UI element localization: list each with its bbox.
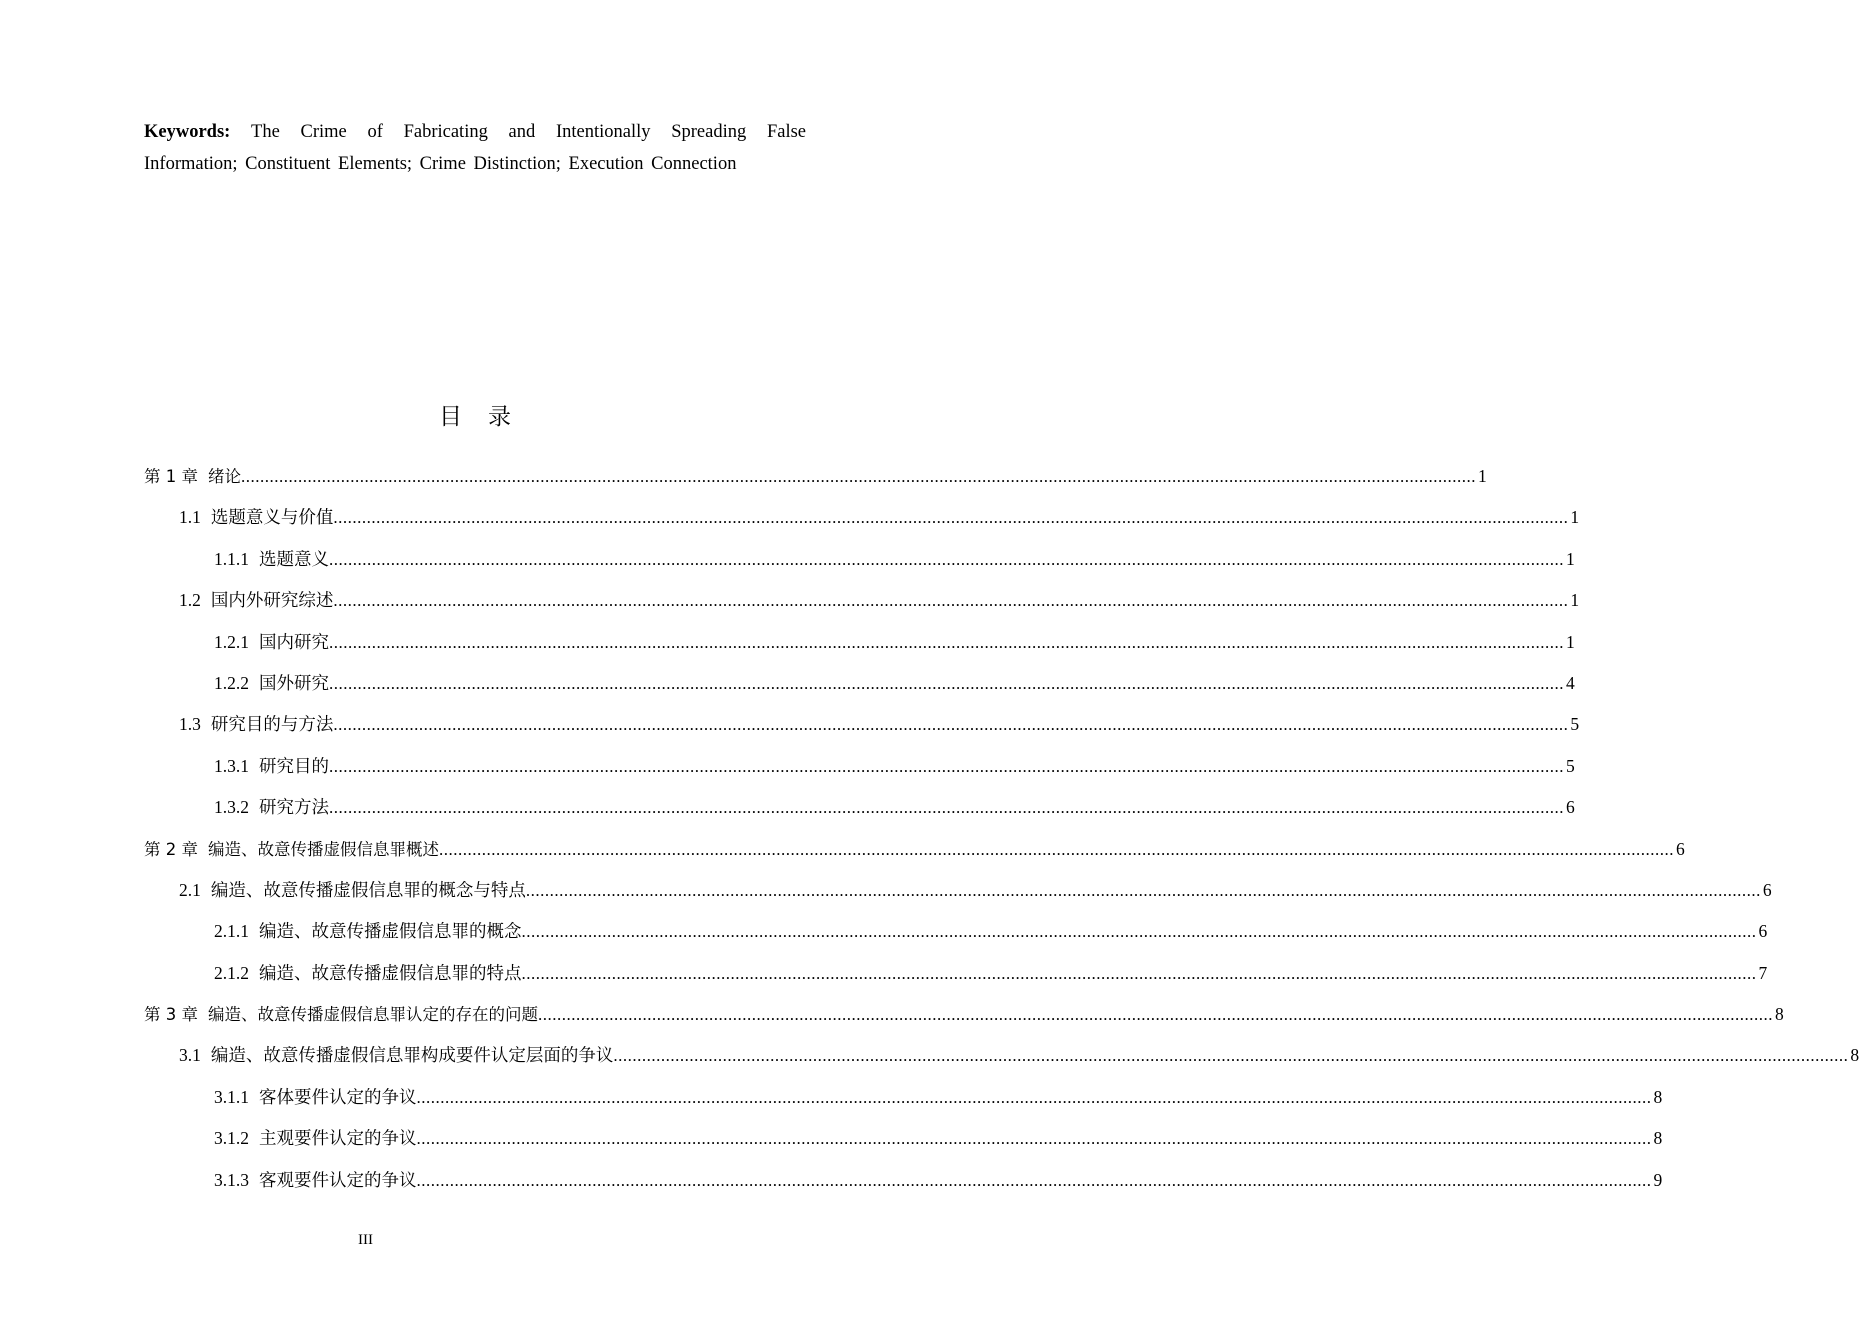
toc-entry[interactable] <box>144 626 1575 667</box>
toc-entry-page: 1 <box>1478 466 1487 486</box>
toc-entry-title: 编造、故意传播虚假信息罪认定的存在的问题 <box>208 1005 538 1025</box>
toc-entry-title: 编造、故意传播虚假信息罪的概念与特点 <box>210 879 526 900</box>
toc-entry-title: 编造、故意传播虚假信息罪的特点 <box>259 962 522 983</box>
toc-entry[interactable] <box>144 1122 1663 1163</box>
toc-entry-page: 7 <box>1758 962 1768 983</box>
toc-dot-leader: .................................................................................................................................................................................................................................................................... <box>241 467 1476 486</box>
toc-entry[interactable] <box>144 833 1685 874</box>
toc-entry-number: 2.1.2 <box>214 962 249 983</box>
toc-entry-page: 8 <box>1653 1086 1663 1107</box>
toc-dot-leader: .................................................................................................................................................................................................................................................................... <box>416 1129 1652 1149</box>
toc-entry-number: 第 2 章 <box>144 839 198 859</box>
keyword-word: False <box>766 122 806 142</box>
toc-entry-title: 客体要件认定的争议 <box>259 1086 417 1107</box>
toc-entry-number: 2.1 <box>179 879 201 900</box>
toc-title: 目录 <box>439 404 537 430</box>
toc-dot-leader: .................................................................................................................................................................................................................................................................... <box>521 922 1757 942</box>
toc-entry-page: 6 <box>1762 879 1772 900</box>
toc-entry[interactable] <box>144 791 1575 832</box>
page-number: III <box>358 1232 373 1248</box>
toc-dot-leader: .................................................................................................................................................................................................................................................................... <box>329 549 1564 569</box>
keywords-line-1 <box>144 116 806 148</box>
toc-dot-leader: .................................................................................................................................................................................................................................................................... <box>416 1170 1652 1190</box>
toc-entry[interactable] <box>144 1164 1663 1205</box>
toc-entry-title: 国内外研究综述 <box>210 590 334 611</box>
toc-entry-number: 3.1 <box>179 1045 201 1066</box>
toc-dot-leader: .................................................................................................................................................................................................................................................................... <box>329 632 1564 652</box>
toc-entry-number: 3.1.2 <box>214 1128 249 1149</box>
toc-entry-title: 研究目的与方法 <box>210 714 334 735</box>
toc-entry-title: 国内研究 <box>259 631 329 652</box>
toc-entry-title: 编造、故意传播虚假信息罪构成要件认定层面的争议 <box>210 1045 614 1066</box>
toc-entry[interactable] <box>144 501 1580 542</box>
toc-entry-number: 1.3.2 <box>214 797 249 818</box>
toc-entry-page: 4 <box>1566 672 1575 693</box>
toc-entry-page: 5 <box>1570 714 1580 735</box>
toc-entry-page: 1 <box>1570 590 1580 611</box>
toc-entry-number: 第 1 章 <box>144 467 198 486</box>
toc-dot-leader: .................................................................................................................................................................................................................................................................... <box>439 839 1674 859</box>
toc-dot-leader: .................................................................................................................................................................................................................................................................... <box>613 1046 1849 1066</box>
toc-dot-leader: .................................................................................................................................................................................................................................................................... <box>333 591 1569 611</box>
toc-entry-number: 3.1.3 <box>214 1169 249 1190</box>
toc-entry-page: 1 <box>1566 548 1575 569</box>
toc-entry-number: 2.1.1 <box>214 921 249 942</box>
toc-entry[interactable] <box>144 460 1487 501</box>
toc-entry[interactable] <box>144 998 1784 1039</box>
toc-entry-title: 选题意义 <box>259 548 329 569</box>
toc-entry-number: 1.2.1 <box>214 631 249 652</box>
toc-dot-leader: .................................................................................................................................................................................................................................................................... <box>416 1087 1652 1107</box>
keyword-word: Intentionally <box>555 122 651 142</box>
toc-dot-leader: .................................................................................................................................................................................................................................................................... <box>333 508 1569 528</box>
toc-entry-title: 研究方法 <box>259 797 329 818</box>
toc-dot-leader: .................................................................................................................................................................................................................................................................... <box>329 673 1564 693</box>
toc-entry[interactable] <box>144 667 1575 708</box>
keyword-word: of <box>367 122 383 142</box>
toc-entry-number: 3.1.1 <box>214 1086 249 1107</box>
toc-entry-number: 1.1.1 <box>214 548 249 569</box>
toc-dot-leader: .................................................................................................................................................................................................................................................................... <box>538 1005 1773 1025</box>
toc-entry-page: 9 <box>1653 1169 1663 1190</box>
toc-entry-number: 1.3.1 <box>214 755 249 776</box>
toc-entry[interactable] <box>144 750 1575 791</box>
toc-entry-page: 1 <box>1566 631 1575 652</box>
toc-entry-number: 1.2 <box>179 590 201 611</box>
toc-entry-title: 编造、故意传播虚假信息罪的概念 <box>259 921 522 942</box>
toc-entry-number: 1.3 <box>179 714 201 735</box>
toc-entry[interactable] <box>144 584 1580 625</box>
toc-entry-title: 选题意义与价值 <box>210 507 334 528</box>
keyword-word: Fabricating <box>403 122 488 142</box>
keyword-word: and <box>508 122 536 142</box>
toc-entry-title: 主观要件认定的争议 <box>259 1128 417 1149</box>
toc-entry-page: 5 <box>1566 755 1575 776</box>
toc-dot-leader: .................................................................................................................................................................................................................................................................... <box>525 880 1761 900</box>
toc-entry[interactable] <box>144 708 1580 749</box>
toc-dot-leader: .................................................................................................................................................................................................................................................................... <box>329 798 1564 818</box>
toc-entry-title: 客观要件认定的争议 <box>259 1169 417 1190</box>
toc-entry-number: 1.1 <box>179 507 201 528</box>
toc-entry-page: 8 <box>1850 1045 1859 1066</box>
toc-entry-page: 8 <box>1775 1004 1784 1025</box>
toc-entry[interactable] <box>144 1081 1663 1122</box>
toc-entry-title: 研究目的 <box>259 755 329 776</box>
keyword-word: Spreading <box>671 122 747 142</box>
toc-entry-page: 6 <box>1758 921 1768 942</box>
keyword-word: The <box>251 122 280 142</box>
toc-entry-page: 6 <box>1566 797 1575 818</box>
toc-entry-title: 国外研究 <box>259 672 329 693</box>
toc-entry[interactable] <box>144 874 1772 915</box>
toc-entry-page: 1 <box>1570 507 1580 528</box>
toc-entry-title: 绪论 <box>208 467 241 486</box>
toc-entry-page: 6 <box>1676 838 1685 859</box>
toc-entry-number: 第 3 章 <box>144 1005 198 1025</box>
keywords-line-2: Information; Constituent Elements; Crime Distinction; Execution Connection <box>144 154 737 174</box>
toc-entry[interactable] <box>144 1039 1859 1080</box>
toc-entry-title: 编造、故意传播虚假信息罪概述 <box>208 839 439 859</box>
keywords-section <box>144 116 806 180</box>
keyword-word: Crime <box>300 122 347 142</box>
toc-entry-page: 8 <box>1653 1128 1663 1149</box>
toc-dot-leader: .................................................................................................................................................................................................................................................................... <box>329 756 1564 776</box>
keywords-label: Keywords: <box>144 122 231 142</box>
toc-dot-leader: .................................................................................................................................................................................................................................................................... <box>333 715 1569 735</box>
toc-entry[interactable] <box>144 543 1575 584</box>
toc-entry[interactable] <box>144 915 1768 956</box>
toc-entry[interactable] <box>144 957 1768 998</box>
toc-entry-number: 1.2.2 <box>214 672 249 693</box>
table-of-contents <box>144 460 1859 1205</box>
toc-dot-leader: .................................................................................................................................................................................................................................................................... <box>521 963 1757 983</box>
